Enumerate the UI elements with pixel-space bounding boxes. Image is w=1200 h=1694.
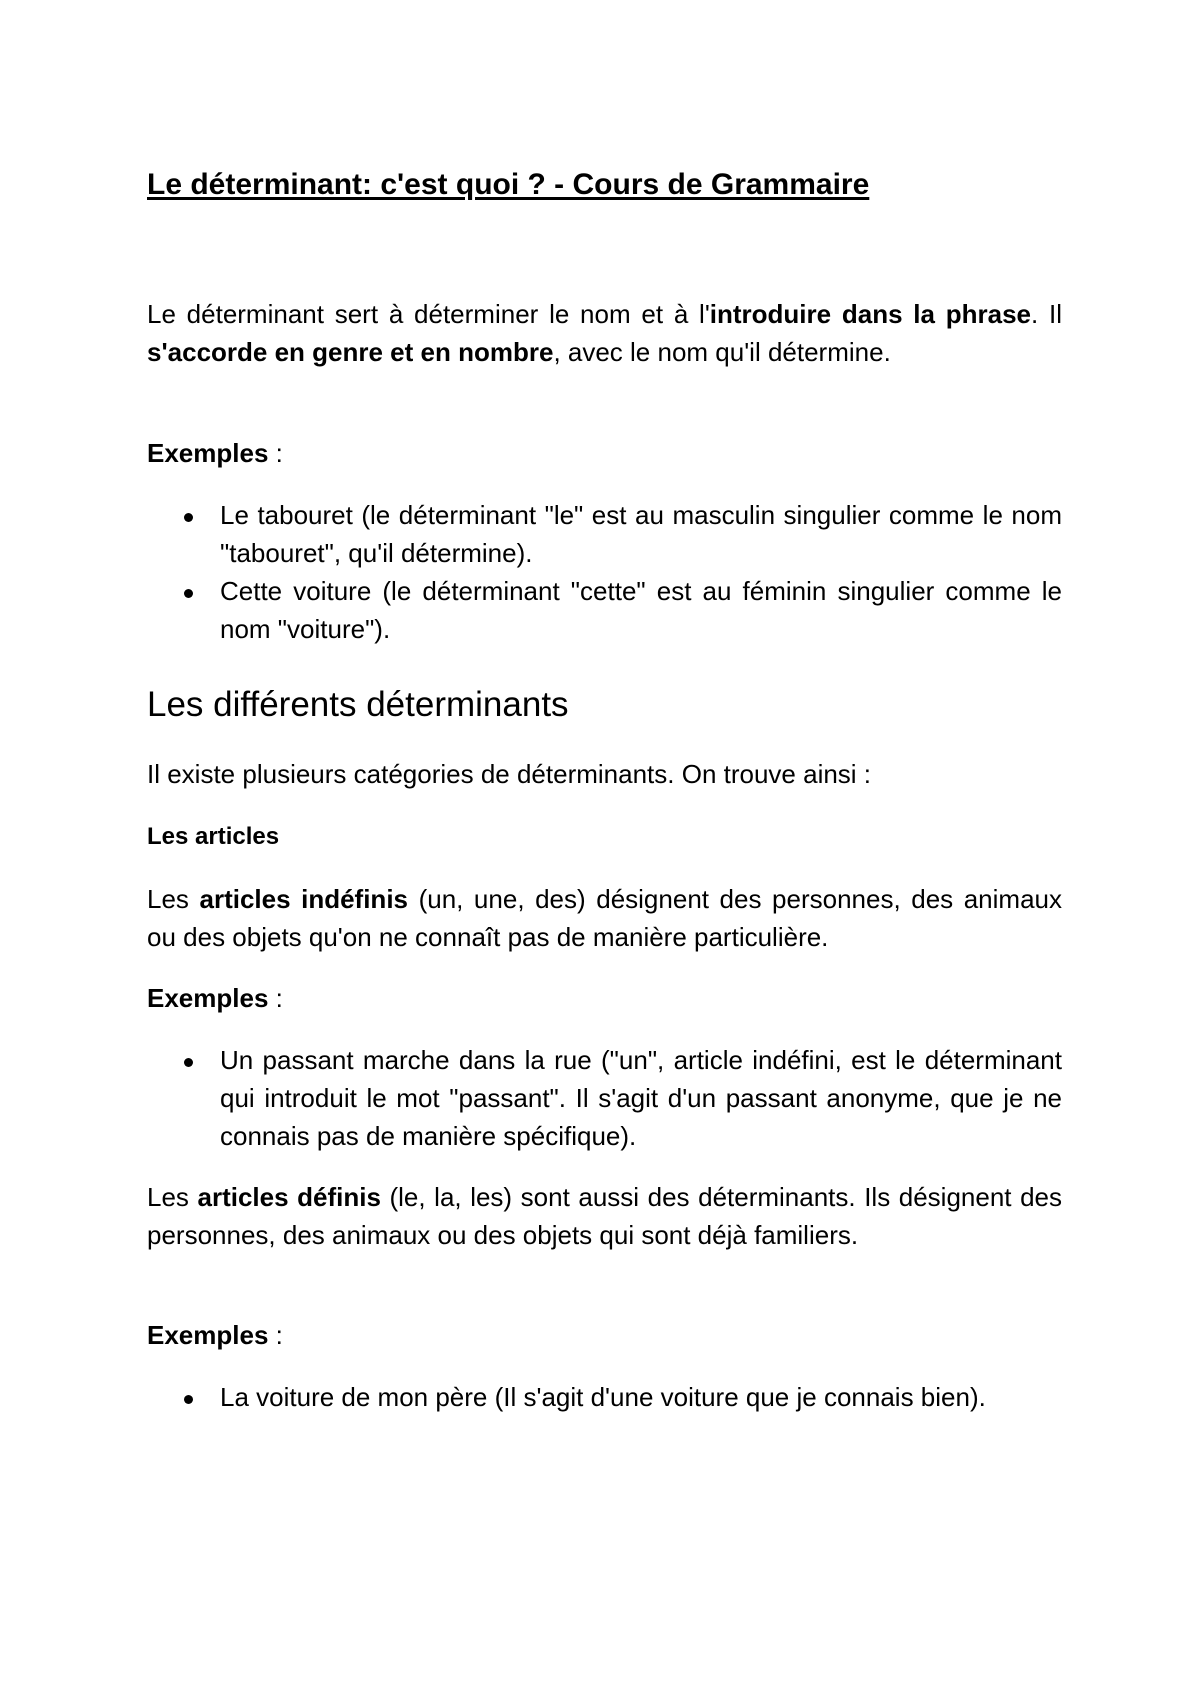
examples-label-text: Exemples xyxy=(147,438,269,468)
examples-list-3 xyxy=(147,1378,1062,1416)
definis-paragraph xyxy=(147,1178,1062,1254)
examples-label-3 xyxy=(147,1316,1062,1354)
examples-label-1 xyxy=(147,434,1062,472)
document-title: Le déterminant: c'est quoi ? - Cours de Grammaire xyxy=(147,168,870,201)
list-item xyxy=(147,496,1062,572)
examples-list-2 xyxy=(147,1041,1062,1155)
list-item-text: La voiture de mon père (Il s'agit d'une voiture que je connais bien). xyxy=(220,1382,986,1412)
bullet-icon xyxy=(184,589,193,598)
examples-label-text: Exemples xyxy=(147,1320,269,1350)
list-item-text: Le tabouret (le déterminant "le" est au masculin singulier comme le nom "tabouret", qu'il détermine). xyxy=(220,500,1062,568)
definis-text-2: (le, la, les) sont aussi des déterminants. Ils désignent des personnes, des animaux ou des objets qui sont déjà familiers. xyxy=(147,1182,1063,1250)
list-item xyxy=(147,1041,1062,1155)
indefinis-text-2: (un, une, des) désignent des personnes, des animaux ou des objets qu'on ne connaît pas de manière particulière. xyxy=(147,884,1062,952)
bullet-icon xyxy=(184,1395,193,1404)
indefinis-bold: articles indéfinis xyxy=(199,884,409,914)
sub-heading: Les articles xyxy=(147,823,280,850)
intro-text-2: . Il xyxy=(1031,299,1062,329)
list-item xyxy=(147,1378,1062,1416)
list-item-text: Un passant marche dans la rue ("un", article indéfini, est le déterminant qui introduit le mot "passant". Il s'agit d'un passant anonyme, que je ne connais pas de manière spécifique). xyxy=(220,1045,1062,1151)
examples-list-1 xyxy=(147,496,1062,648)
list-item-text: Cette voiture (le déterminant "cette" est au féminin singulier comme le nom "voiture"). xyxy=(220,576,1062,644)
indefinis-paragraph xyxy=(147,880,1062,956)
bullet-icon xyxy=(184,513,193,522)
examples-label-text: Exemples xyxy=(147,983,269,1013)
definis-text-1: Les xyxy=(147,1182,198,1212)
intro-bold-2: s'accorde en genre et en nombre xyxy=(147,337,554,367)
bullet-icon xyxy=(184,1058,193,1067)
intro-paragraph xyxy=(147,295,1062,371)
examples-colon: : xyxy=(268,983,283,1013)
intro-text-1: Le déterminant sert à déterminer le nom et à l' xyxy=(147,299,710,329)
examples-label-2 xyxy=(147,979,1062,1017)
examples-colon: : xyxy=(268,1320,283,1350)
indefinis-text-1: Les xyxy=(147,884,200,914)
examples-colon: : xyxy=(268,438,283,468)
definis-bold: articles définis xyxy=(197,1182,381,1212)
intro-text-3: , avec le nom qu'il détermine. xyxy=(553,337,891,367)
list-item xyxy=(147,572,1062,648)
section-intro: Il existe plusieurs catégories de déterminants. On trouve ainsi : xyxy=(147,759,872,789)
intro-bold-1: introduire dans la phrase xyxy=(709,299,1032,329)
section-heading: Les différents déterminants xyxy=(147,685,569,724)
